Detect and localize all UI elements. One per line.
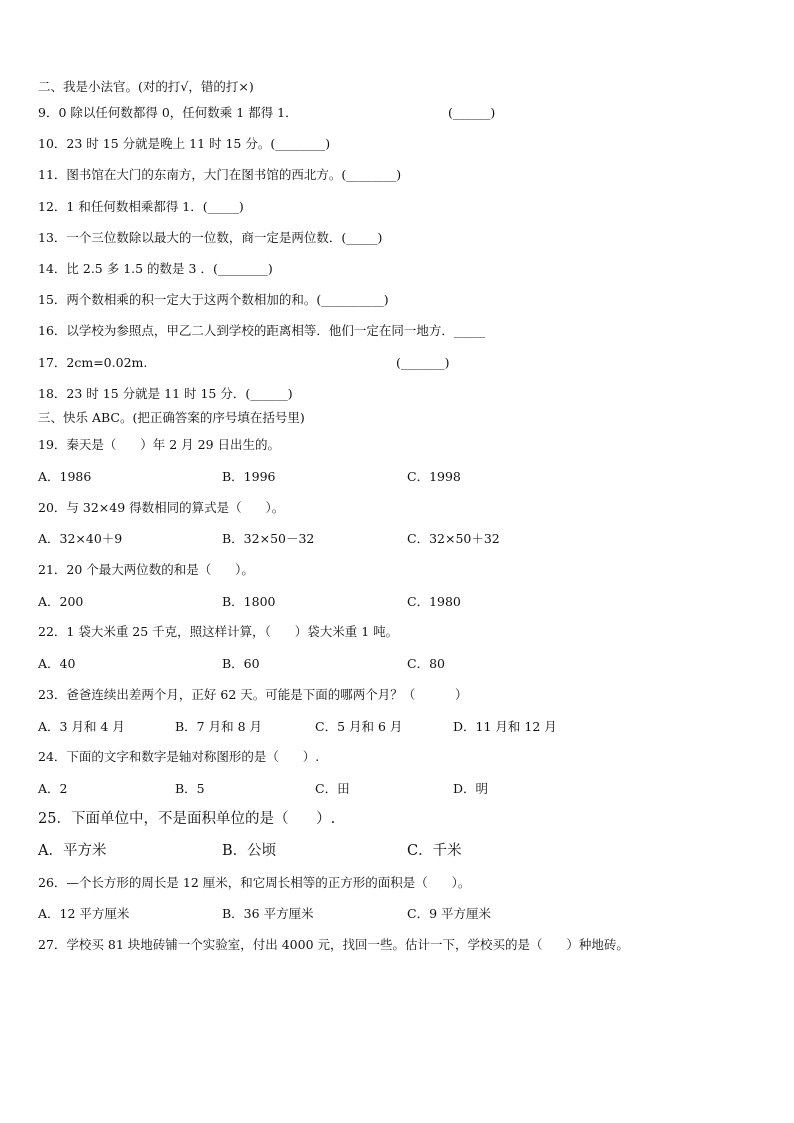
question-21-option-a[interactable]: A．200	[38, 594, 84, 609]
question-19: 19．秦天是（ ）年 2 月 29 日出生的。	[38, 437, 280, 452]
question-20-option-a[interactable]: A．32×40＋9	[38, 531, 123, 546]
question-18: 18．23 时 15 分就是 11 时 15 分．(______)	[38, 386, 293, 401]
question-19-option-a[interactable]: A．1986	[38, 469, 92, 484]
question-23-option-b[interactable]: B．7 月和 8 月	[175, 719, 263, 734]
question-22-option-c[interactable]: C．80	[407, 656, 445, 671]
question-25-option-b[interactable]: B．公顷	[222, 843, 277, 859]
question-21-option-b[interactable]: B．1800	[222, 594, 276, 609]
question-19-option-c[interactable]: C．1998	[407, 469, 461, 484]
question-24-option-a[interactable]: A．2	[38, 781, 68, 796]
question-9-blank[interactable]: (______)	[448, 105, 496, 120]
question-20-option-c[interactable]: C．32×50＋32	[407, 531, 500, 546]
question-22-option-a[interactable]: A．40	[38, 656, 76, 671]
question-9: 9．0 除以任何数都得 0，任何数乘 1 都得 1．	[38, 105, 298, 120]
question-23: 23．爸爸连续出差两个月，正好 62 天。可能是下面的哪两个月？（ ）	[38, 687, 468, 702]
question-14: 14．比 2.5 多 1.5 的数是 3 ．(________)	[38, 261, 273, 276]
question-17-blank[interactable]: (_______)	[396, 355, 450, 370]
question-25-option-a[interactable]: A．平方米	[38, 843, 107, 859]
question-24-option-b[interactable]: B．5	[175, 781, 205, 796]
question-22: 22．1 袋大米重 25 千克，照这样计算，（ ）袋大米重 1 吨。	[38, 624, 399, 639]
question-19-option-b[interactable]: B．1996	[222, 469, 276, 484]
question-26-option-a[interactable]: A．12 平方厘米	[38, 906, 130, 921]
question-27: 27．学校买 81 块地砖铺一个实验室，付出 4000 元，找回一些。估计一下，学校买的是（ ）种地砖。	[38, 937, 629, 952]
question-25-option-c[interactable]: C．千米	[407, 843, 462, 859]
question-21: 21．20 个最大两位数的和是（ ）。	[38, 562, 254, 577]
question-15: 15．两个数相乘的积一定大于这两个数相加的和。(__________)	[38, 292, 389, 307]
question-26-option-c[interactable]: C．9 平方厘米	[407, 906, 491, 921]
question-11: 11．图书馆在大门的东南方，大门在图书馆的西北方。(________)	[38, 167, 402, 182]
question-26: 26．—个长方形的周长是 12 厘米，和它周长相等的正方形的面积是（ ）。	[38, 875, 471, 890]
question-20: 20．与 32×49 得数相同的算式是（ ）。	[38, 500, 285, 515]
question-22-option-b[interactable]: B．60	[222, 656, 260, 671]
question-24: 24．下面的文字和数字是轴对称图形的是（ ）.	[38, 749, 320, 764]
question-12: 12．1 和任何数相乘都得 1．(_____)	[38, 199, 244, 214]
question-10: 10．23 时 15 分就是晚上 11 时 15 分。(________)	[38, 136, 331, 151]
question-24-option-c[interactable]: C．田	[315, 781, 350, 796]
question-26-option-b[interactable]: B．36 平方厘米	[222, 906, 314, 921]
question-20-option-b[interactable]: B．32×50－32	[222, 531, 315, 546]
question-13: 13．一个三位数除以最大的一位数，商一定是两位数．(_____)	[38, 230, 383, 245]
section-2-heading: 二、我是小法官。(对的打√，错的打×)	[38, 79, 254, 94]
question-23-option-d[interactable]: D．11 月和 12 月	[453, 719, 557, 734]
question-21-option-c[interactable]: C．1980	[407, 594, 461, 609]
question-25: 25．下面单位中，不是面积单位的是（ ）.	[38, 811, 336, 827]
question-23-option-c[interactable]: C．5 月和 6 月	[315, 719, 403, 734]
section-3-heading: 三、快乐 ABC。(把正确答案的序号填在括号里)	[38, 410, 305, 425]
question-23-option-a[interactable]: A．3 月和 4 月	[38, 719, 125, 734]
question-16: 16．以学校为参照点，甲乙二人到学校的距离相等．他们一定在同一地方．_____	[38, 323, 486, 338]
question-17: 17．2cm=0.02m.	[38, 355, 148, 370]
question-24-option-d[interactable]: D．明	[453, 781, 489, 796]
